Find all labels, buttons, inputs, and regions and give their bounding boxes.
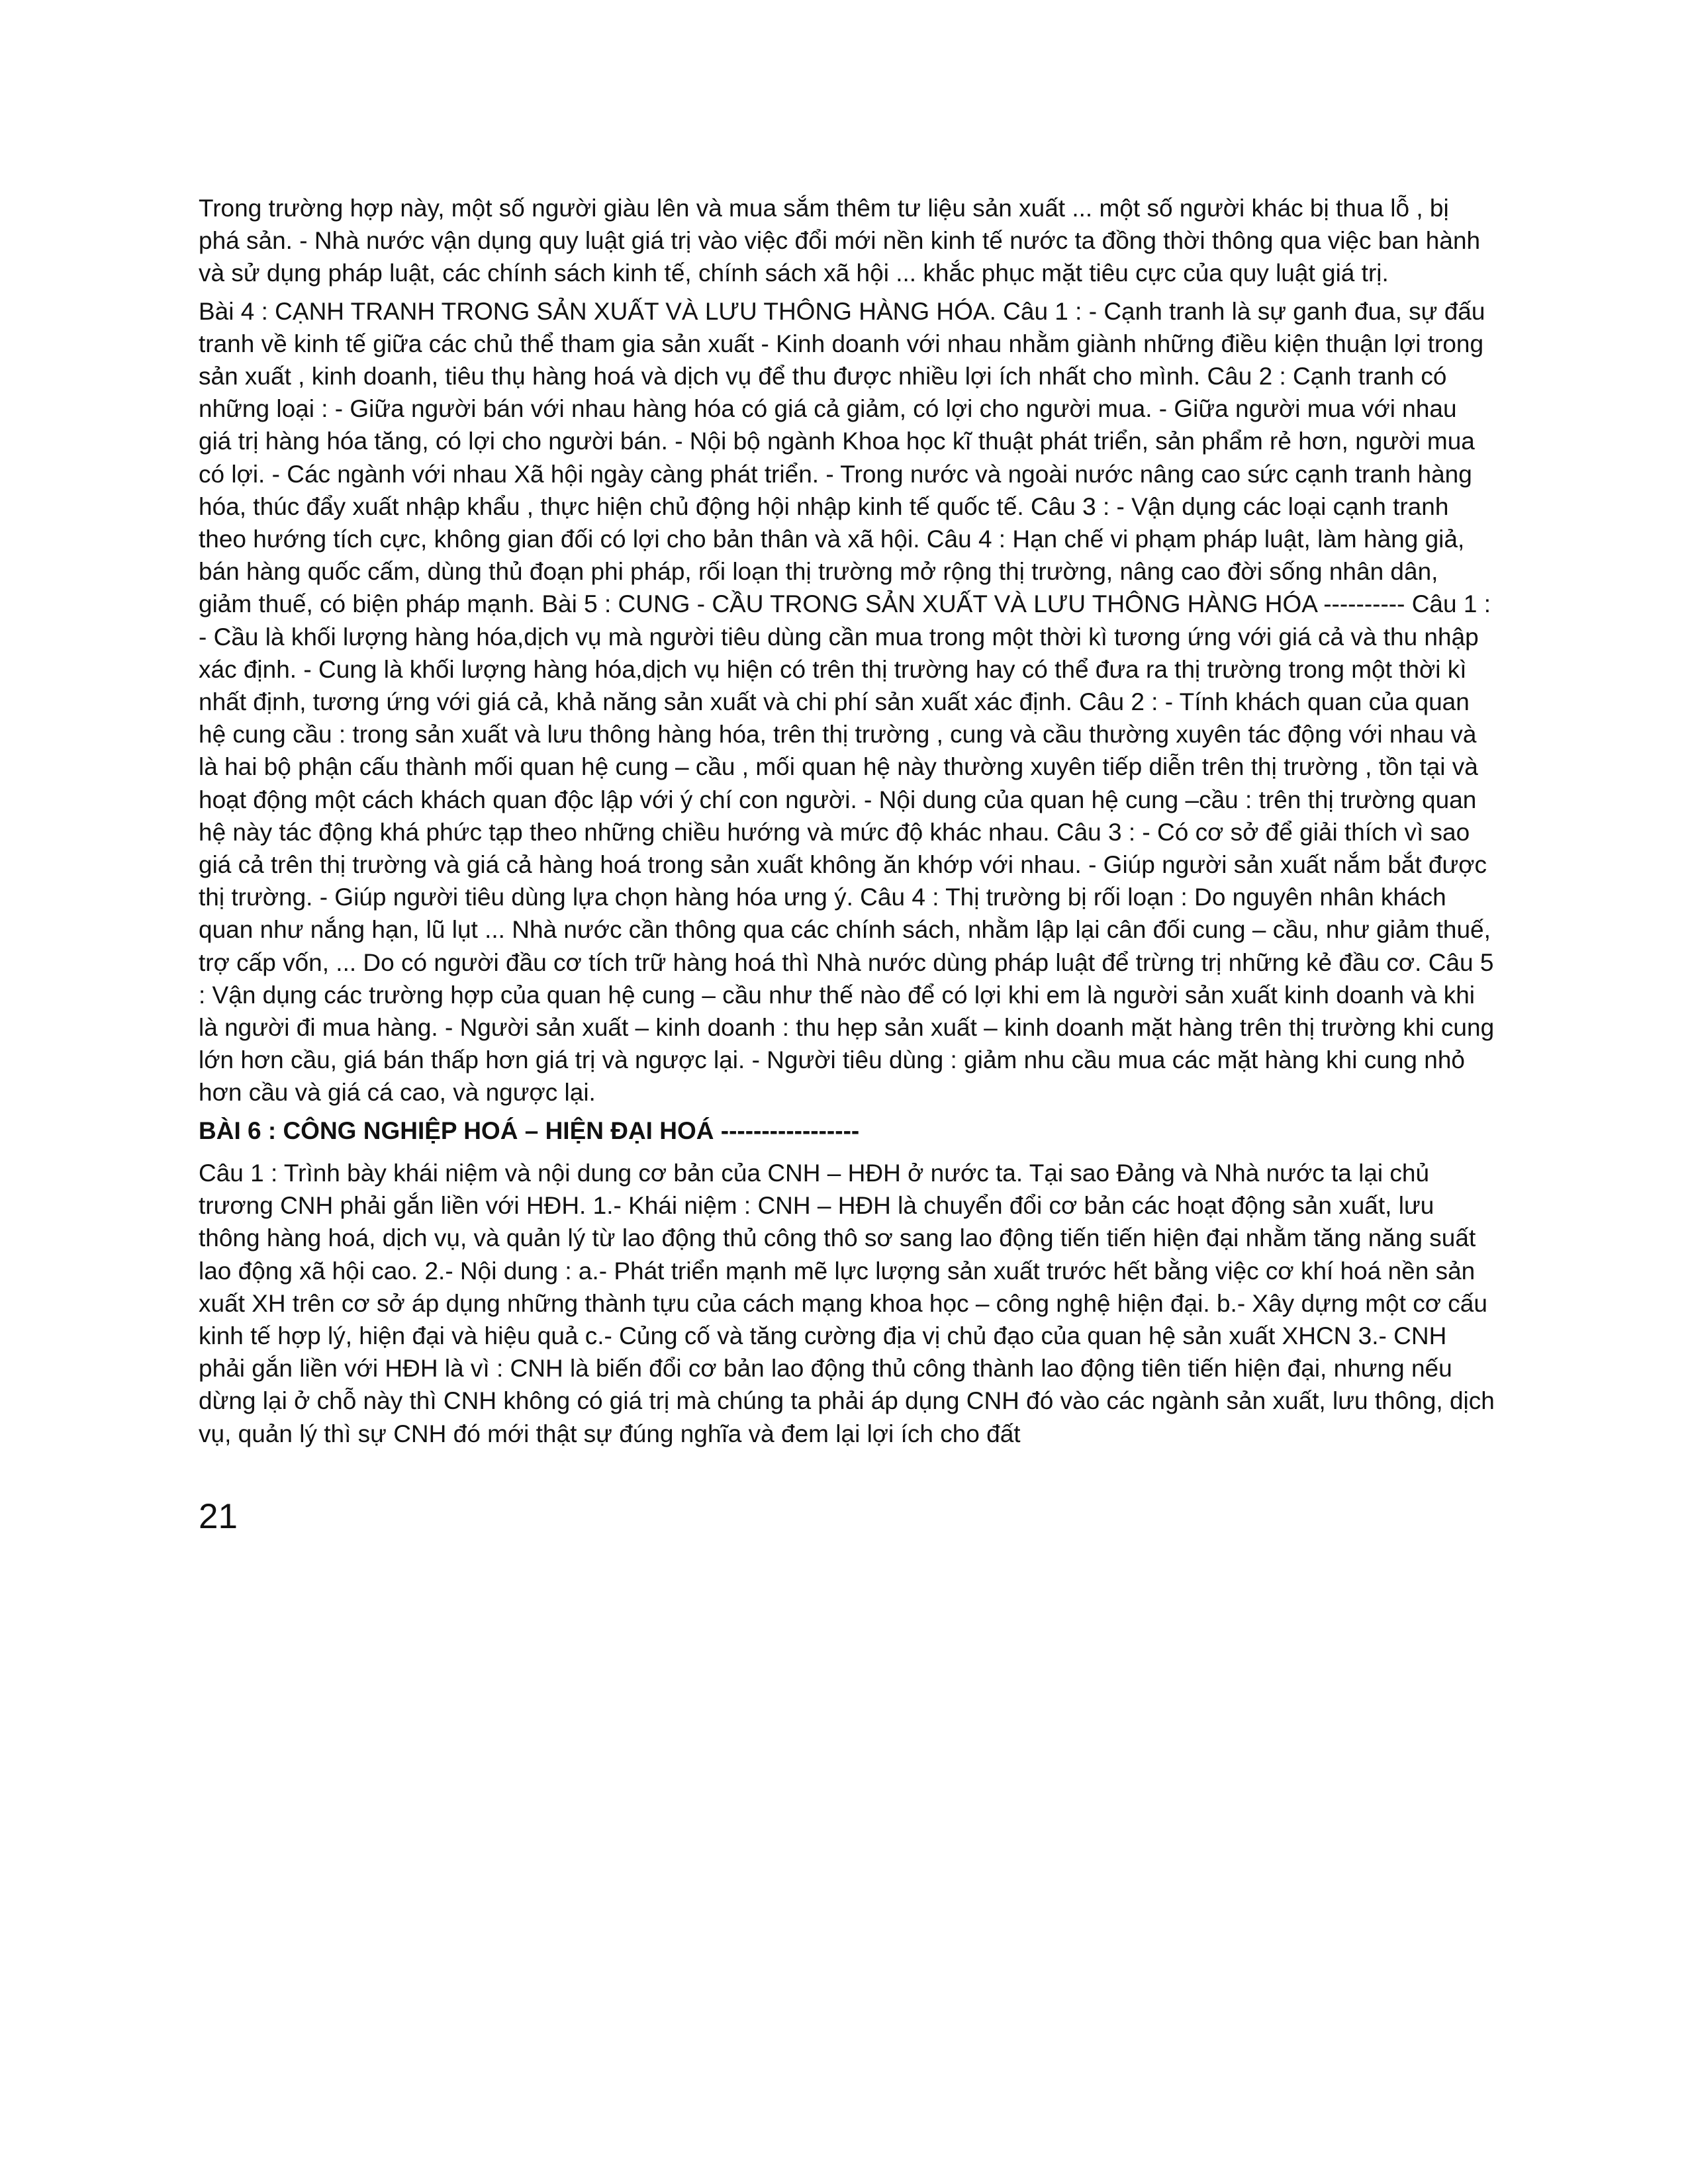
document-body: [199, 192, 1496, 1455]
paragraph-bai-4-5: Bài 4 : CẠNH TRANH TRONG SẢN XUẤT VÀ LƯU THÔNG HÀNG HÓA. Câu 1 : - Cạnh tranh là sự ganh đua, sự đấu tranh về kinh tế giữa các chủ thể tham gia sản xuất - Kinh doanh với nhau nhằm giành những điều kiện thuận lợi trong sản xuất , kinh doanh, tiêu thụ hàng hoá và dịch vụ để thu được nhiều lợi ích nhất cho mình. Câu 2 : Cạnh tranh có những loại : - Giữa người bán với nhau hàng hóa có giá cả giảm, có lợi cho người mua. - Giữa người mua với nhau giá trị hàng hóa tăng, có lợi cho người bán. - Nội bộ ngành Khoa học kĩ thuật phát triển, sản phẩm rẻ hơn, người mua có lợi. - Các ngành với nhau Xã hội ngày càng phát triển. - Trong nước và ngoài nước nâng cao sức cạnh tranh hàng hóa, thúc đẩy xuất nhập khẩu , thực hiện chủ động hội nhập kinh tế quốc tế. Câu 3 : - Vận dụng các loại cạnh tranh theo hướng tích cực, không gian đối có lợi cho bản thân và xã hội. Câu 4 : Hạn chế vi phạm pháp luật, làm hàng giả, bán hàng quốc cấm, dùng thủ đoạn phi pháp, rối loạn thị trường mở rộng thị trường, nâng cao đời sống nhân dân, giảm thuế, có biện pháp mạnh. Bài 5 : CUNG - CẦU TRONG SẢN XUẤT VÀ LƯU THÔNG HÀNG HÓA ---------- Câu 1 : - Cầu là khối lượng hàng hóa,dịch vụ mà người tiêu dùng cần mua trong một thời kì tương ứng với giá cả và thu nhập xác định. - Cung là khối lượng hàng hóa,dịch vụ hiện có trên thị trường hay có thể đưa ra thị trường trong một thời kì nhất định, tương ứng với giá cả, khả năng sản xuất và chi phí sản xuất xác định. Câu 2 : - Tính khách quan của quan hệ cung cầu : trong sản xuất và lưu thông hàng hóa, trên thị trường , cung và cầu thường xuyên tác động với nhau và là hai bộ phận cấu thành mối quan hệ cung – cầu , mối quan hệ này thường xuyên tiếp diễn trên thị trường , tồn tại và hoạt động một cách khách quan độc lập với ý chí con người. - Nội dung của quan hệ cung –cầu : trên thị trường quan hệ này tác động khá phức tạp theo những chiều hướng và mức độ khác nhau. Câu 3 : - Có cơ sở để giải thích vì sao giá cả trên thị trường và giá cả hàng hoá trong sản xuất không ăn khớp với nhau. - Giúp người sản xuất nắm bắt được thị trường. - Giúp người tiêu dùng lựa chọn hàng hóa ưng ý. Câu 4 : Thị trường bị rối loạn : Do nguyên nhân khách quan như nắng hạn, lũ lụt ... Nhà nước cần thông qua các chính sách, nhằm lập lại cân đối cung – cầu, như giảm thuế, trợ cấp vốn, ... Do có người đầu cơ tích trữ hàng hoá thì Nhà nước dùng pháp luật để trừng trị những kẻ đầu cơ. Câu 5 : Vận dụng các trường hợp của quan hệ cung – cầu như thế nào để có lợi khi em là người sản xuất kinh doanh và khi là người đi mua hàng. - Người sản xuất – kinh doanh : thu hẹp sản xuất – kinh doanh mặt hàng trên thị trường khi cung lớn hơn cầu, giá bán thấp hơn giá trị và ngược lại. - Người tiêu dùng : giảm nhu cầu mua các mặt hàng khi cung nhỏ hơn cầu và giá cá cao, và ngược lại.: [199, 297, 1495, 1107]
page-number: 21: [199, 1497, 238, 1536]
paragraph-bai-6-cau-1: Câu 1 : Trình bày khái niệm và nội dung cơ bản của CNH – HĐH ở nước ta. Tại sao Đảng và Nhà nước ta lại chủ trương CNH phải gắn liền với HĐH. 1.- Khái niệm : CNH – HĐH là chuyển đổi cơ bản các hoạt động sản xuất, lưu thông hàng hoá, dịch vụ, và quản lý từ lao động thủ công thô sơ sang lao động tiến tiến hiện đại nhằm tăng năng suất lao động xã hội cao. 2.- Nội dung : a.- Phát triển mạnh mẽ lực lượng sản xuất trước hết bằng việc cơ khí hoá nền sản xuất XH trên cơ sở áp dụng những thành tựu của cách mạng khoa học – công nghệ hiện đại. b.- Xây dựng một cơ cấu kinh tế hợp lý, hiện đại và hiệu quả c.- Củng cố và tăng cường địa vị chủ đạo của quan hệ sản xuất XHCN 3.- CNH phải gắn liền với HĐH là vì : CNH là biến đổi cơ bản lao động thủ công thành lao động tiên tiến hiện đại, nhưng nếu dừng lại ở chỗ này thì CNH không có giá trị mà chúng ta phải áp dụng CNH đó vào các ngành sản xuất, lưu thông, dịch vụ, quản lý thì sự CNH đó mới thật sự đúng nghĩa và đem lại lợi ích cho đất: [199, 1159, 1495, 1447]
paragraph-intro: Trong trường hợp này, một số người giàu lên và mua sắm thêm tư liệu sản xuất ... một số người khác bị thua lỗ , bị phá sản. - Nhà nước vận dụng quy luật giá trị vào việc đổi mới nền kinh tế nước ta đồng thời thông qua việc ban hành và sử dụng pháp luật, các chính sách kinh tế, chính sách xã hội ... khắc phục mặt tiêu cực của quy luật giá trị.: [199, 195, 1481, 287]
section-heading-bai-6: BÀI 6 : CÔNG NGHIỆP HOÁ – HIỆN ĐẠI HOÁ -----------------: [199, 1116, 860, 1144]
